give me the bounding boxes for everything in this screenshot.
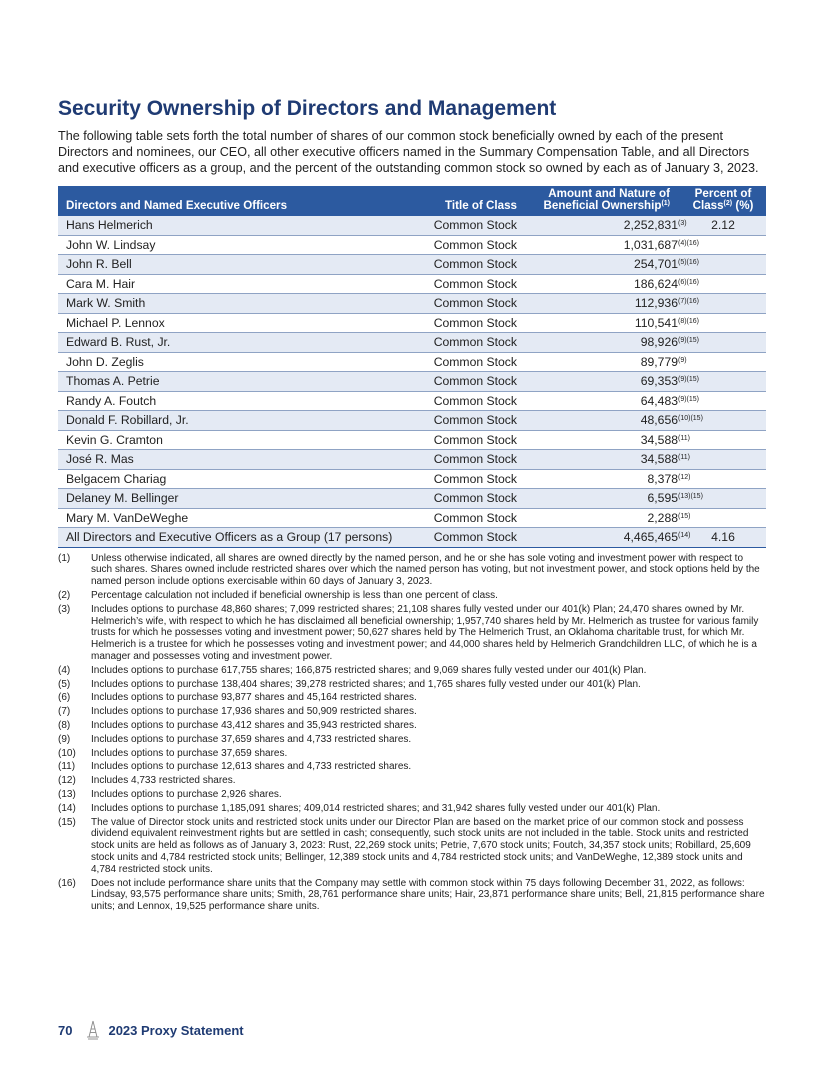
footnote [58,748,766,760]
footnote-ref: (11) [678,454,690,462]
cell-amount [523,489,703,509]
amount-value: 1,031,687 [623,237,678,252]
cell-name: Thomas A. Petrie [58,372,418,392]
footnote [58,553,766,588]
footnote-ref: (9) [678,356,687,364]
table-row [58,274,766,294]
cell-amount [523,528,691,548]
cell-title-of-class: Common Stock [418,469,523,489]
table-header-row [58,186,766,216]
footnote-number: (7) [58,706,71,718]
footnote [58,604,766,663]
table-body [58,216,766,548]
cell-name: Randy A. Foutch [58,391,418,411]
footnote-ref: (13)(15) [678,493,703,501]
amount-value: 110,541 [634,315,678,330]
footnote [58,878,766,913]
amount-value: 254,701 [633,257,678,272]
footer-title: 2023 Proxy Statement [108,1022,244,1038]
cell-name: Mary M. VanDeWeghe [58,508,418,528]
footnote [58,665,766,677]
derrick-logo-icon [86,1020,100,1040]
header-title-of-class: Title of Class [445,199,517,213]
table-row [58,391,766,411]
cell-name: John W. Lindsay [58,235,418,255]
footnote-ref: (4)(16) [678,239,700,247]
footnote-text: Includes options to purchase 12,613 shares and 4,733 restricted shares. [91,761,412,773]
cell-title-of-class: Common Stock [418,450,523,470]
cell-name: Edward B. Rust, Jr. [58,333,418,353]
page-title: Security Ownership of Directors and Management [58,97,557,120]
footnote-text: The value of Director stock units and restricted stock units under our Director Plan are based on the market price of our common stock and possess dividend equivalent reinvestment rights but are settled in cash; consequently, such stock units are not included in the table. Stock units and restricted stock units are held as follows as of January 3, 2023: Rust, 22,269 stock units; Petrie, 7,670 stock units; Foutch, 34,357 stock units; Robillard, 25,609 stock units and 4,784 restricted stock units; Bellinger, 12,389 stock units and 4,784 restricted stock units; and VanDeWeghe, 12,389 stock units and 4,784 restricted stock units. [91,816,751,875]
table-row [58,430,766,450]
footnote-ref: (8)(16) [678,317,700,325]
amount-value: 34,588 [640,452,678,467]
amount-value: 112,936 [634,296,678,311]
cell-percent [676,352,766,372]
table-row [58,489,766,509]
footnote-text: Does not include performance share units that the Company may settle with common stock within 75 days following December 31, 2022, as follows: Lindsay, 93,575 performance share units; Smith, 28,761 performance share units; Hair, 23,871 performance share units; Bell, 21,815 performance share units; and Lennox, 19,525 performance share units. [91,877,765,913]
footnote-ref: (9)(15) [678,395,700,403]
table-row [58,255,766,275]
footnote-number: (15) [58,816,76,828]
cell-title-of-class: Common Stock [418,294,523,314]
footnote-ref: (10)(15) [678,415,703,423]
cell-amount [523,391,700,411]
amount-value: 4,465,465 [623,530,678,545]
cell-amount [523,469,691,489]
footnote-text: Includes options to purchase 138,404 shares; 39,278 restricted shares; and 1,765 shares fully vested under our 401(k) Plan. [91,678,641,690]
cell-title-of-class: Common Stock [418,391,523,411]
amount-value: 48,656 [640,413,678,428]
footnote-number: (11) [58,761,76,773]
cell-amount [523,294,700,314]
footnotes [58,553,766,913]
footnote-number: (9) [58,733,71,745]
cell-amount [523,255,700,275]
header-percent-line1: Percent of [694,186,752,200]
cell-percent: 4.16 [676,528,766,548]
intro-paragraph: The following table sets forth the total number of shares of our common stock beneficially owned by each of the present Directors and nominees, our CEO, all other executive officers named in the Summary Compensation Table, and all Directors and executive officers as a group, and the percent of the outstanding common stock so owned by each as of January 3, 2023. [58,129,759,176]
footnote-text: Includes options to purchase 37,659 shares. [91,747,288,759]
cell-title-of-class: Common Stock [418,528,523,548]
page-content [58,96,766,915]
cell-amount [523,274,700,294]
footnote-ref: (11) [678,434,690,442]
header-percent [676,186,766,216]
page-footer [58,1020,244,1040]
footnote-text: Includes 4,733 restricted shares. [91,775,236,787]
footnote-text: Includes options to purchase 37,659 shares and 4,733 restricted shares. [91,733,412,745]
cell-percent: 2.12 [676,216,766,236]
footnote-number: (14) [58,802,76,814]
footnote-number: (2) [58,590,71,601]
cell-name: Belgacem Chariag [58,469,418,489]
cell-name: John D. Zeglis [58,352,418,372]
footnote [58,706,766,718]
cell-amount [523,411,703,431]
table-row [58,294,766,314]
table-row [58,411,766,431]
header-amount-line2: Beneficial Ownership [543,199,662,213]
footnote-ref: (6)(16) [678,278,700,286]
cell-title-of-class: Common Stock [418,235,523,255]
cell-title-of-class: Common Stock [418,508,523,528]
footnote-number: (1) [58,552,71,564]
footnote [58,692,766,704]
table-row [58,450,766,470]
amount-value: 6,595 [647,491,678,506]
cell-title-of-class: Common Stock [418,411,523,431]
footnote-number: (16) [58,877,76,889]
table-row [58,333,766,353]
cell-amount [523,372,700,392]
cell-amount [523,333,700,353]
footnote-text: Percentage calculation not included if beneficial ownership is less than one percent of class. [91,590,498,601]
amount-value: 98,926 [640,335,678,350]
ownership-table [58,186,766,548]
amount-value: 69,353 [640,374,678,389]
cell-name: Kevin G. Cramton [58,430,418,450]
cell-amount [523,216,687,236]
amount-value: 186,624 [633,276,678,291]
footnote-ref: (12) [678,473,691,481]
footnote-ref: (3) [678,220,687,228]
cell-title-of-class: Common Stock [418,313,523,333]
amount-value: 8,378 [647,471,678,486]
footnote-number: (4) [58,664,71,676]
cell-title-of-class: Common Stock [418,372,523,392]
table-row [58,216,766,236]
footnote [58,803,766,815]
header-name: Directors and Named Executive Officers [66,199,288,213]
amount-value: 2,288 [647,510,678,525]
cell-title-of-class: Common Stock [418,274,523,294]
table-row [58,508,766,528]
cell-title-of-class: Common Stock [418,333,523,353]
cell-title-of-class: Common Stock [418,430,523,450]
cell-name: José R. Mas [58,450,418,470]
amount-value: 89,779 [640,354,678,369]
footnote [58,789,766,801]
footnote-number: (13) [58,788,76,800]
cell-amount [523,430,690,450]
cell-amount [523,450,690,470]
cell-name: Mark W. Smith [58,294,418,314]
footnote-number: (10) [58,747,76,759]
cell-name: All Directors and Executive Officers as a Group (17 persons) [58,528,418,548]
table-row [58,235,766,255]
footnote-text: Unless otherwise indicated, all shares are owned directly by the named person, and he or she has sole voting and investment power with respect to such shares. Shares owned include restricted shares over which the named person has voting, but not investment power, and stock options held by the named person include options exercisable within 60 days of January 3, 2023. [91,552,760,588]
footnote-number: (6) [58,692,71,704]
footnote-number: (12) [58,775,76,787]
footnote-ref: (9)(15) [678,337,700,345]
footnote [58,734,766,746]
footnote [58,761,766,773]
amount-value: 34,588 [640,432,678,447]
footnote-text: Includes options to purchase 43,412 shares and 35,943 restricted shares. [91,719,417,731]
amount-value: 2,252,831 [623,218,678,233]
table-row [58,372,766,392]
cell-title-of-class: Common Stock [418,255,523,275]
cell-amount [523,508,691,528]
footnote-ref: (15) [678,512,691,520]
table-row [58,313,766,333]
cell-name: Cara M. Hair [58,274,418,294]
footnote [58,590,766,602]
footnote-number: (3) [58,603,71,615]
header-percent-sup: (2) [723,200,733,208]
header-percent-line2: Class [692,199,724,213]
header-amount-sup: (1) [661,200,670,208]
amount-value: 64,483 [640,393,678,408]
header-percent-unit: (%) [732,199,754,213]
footnote-text: Includes options to purchase 93,877 shares and 45,164 restricted shares. [91,692,417,704]
footnote [58,679,766,691]
table-total-row [58,528,766,548]
footnote-text: Includes options to purchase 617,755 shares; 166,875 restricted shares; and 9,069 shares fully vested under our 401(k) Plan. [91,664,647,676]
footnote-text: Includes options to purchase 1,185,091 shares; 409,014 restricted shares; and 31,942 shares fully vested under our 401(k) Plan. [91,802,661,814]
footnote [58,775,766,787]
footnote-ref: (7)(16) [678,298,700,306]
footnote-ref: (9)(15) [678,376,700,384]
cell-amount [523,352,687,372]
cell-name: Michael P. Lennox [58,313,418,333]
table-row [58,352,766,372]
cell-title-of-class: Common Stock [418,216,523,236]
cell-amount [523,235,700,255]
footnote-number: (8) [58,719,71,731]
cell-title-of-class: Common Stock [418,489,523,509]
footnote-text: Includes options to purchase 17,936 shares and 50,909 restricted shares. [91,706,417,718]
footnote-ref: (5)(16) [678,259,700,267]
page-number: 70 [58,1022,73,1038]
cell-name: John R. Bell [58,255,418,275]
cell-title-of-class: Common Stock [418,352,523,372]
cell-amount [523,313,700,333]
footnote [58,817,766,876]
cell-name: Hans Helmerich [58,216,418,236]
footnote [58,720,766,732]
header-amount-line1: Amount and Nature of [548,186,670,200]
footnote-text: Includes options to purchase 2,926 shares. [91,788,282,800]
cell-name: Donald F. Robillard, Jr. [58,411,418,431]
table-row [58,469,766,489]
footnote-text: Includes options to purchase 48,860 shares; 7,099 restricted shares; 21,108 shares fully vested under our 401(k) Plan; 24,470 shares owned by Mr. Helmerich’s wife, with respect to which he has disclaimed all beneficial ownership; 1,957,740 shares held by Mr. Helmerich as trustee for various family trusts for which he possesses voting and investment power; 50,627 shares held by The Helmerich Trust, an Oklahoma charitable trust, for which Mr. Helmerich is a trustee for which he possesses voting and investment power; and 44,000 shares held by Helmerich Grandchildren LLC, of which he is a manager and possesses voting and investment power. [91,603,759,662]
header-amount [523,186,676,216]
footnote-ref: (14) [678,532,691,540]
cell-name: Delaney M. Bellinger [58,489,418,509]
footnote-number: (5) [58,678,71,690]
